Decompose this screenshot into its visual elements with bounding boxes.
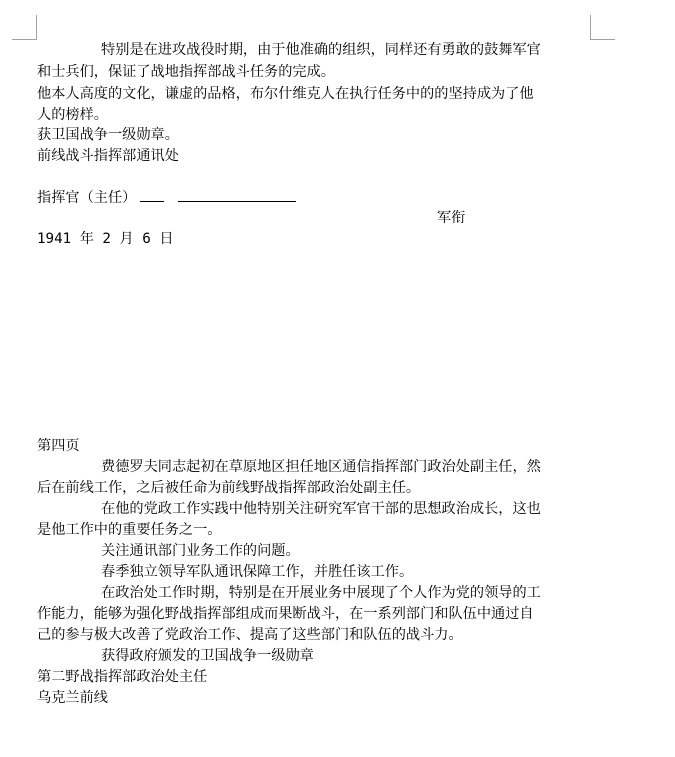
text-line: 特别是在进攻战役时期，由于他准确的组织，同样还有勇敢的鼓舞军官: [101, 42, 541, 58]
signature-blank-short: [140, 188, 164, 202]
date-line: 1941 年 2 月 6 日: [37, 231, 174, 247]
text-line: 关注通讯部门业务工作的问题。: [101, 543, 300, 559]
page-corner-mark-left: [12, 15, 37, 40]
text-line: 作能力，能够为强化野战指挥部组成而果断战斗，在一系列部门和队伍中通过自: [37, 606, 534, 622]
text-line: 人的榜样。: [37, 107, 108, 123]
text-line: 己的参与极大改善了党政治工作、提高了这些部门和队伍的战斗力。: [37, 627, 463, 643]
award-line: 获得政府颁发的卫国战争一级勋章: [101, 648, 314, 664]
text-line: 春季独立领导军队通讯保障工作，并胜任该工作。: [101, 564, 414, 580]
award-line: 获卫国战争一级勋章。: [37, 127, 179, 143]
rank-label: 军衔: [437, 210, 466, 226]
page-number-label: 第四页: [37, 438, 80, 454]
text-line: 他本人高度的文化，谦虚的品格，布尔什维克人在执行任务中的的坚持成为了他: [37, 86, 534, 102]
signature-label: 指挥官（主任）: [37, 190, 137, 206]
position-line: 第二野战指挥部政治处主任: [37, 669, 208, 685]
signature-blank-long: [178, 188, 296, 202]
text-line: 在他的党政工作实践中他特别关注研究军官干部的思想政治成长，这也: [101, 501, 541, 517]
text-line: 后在前线工作，之后被任命为前线野战指挥部政治处副主任。: [37, 480, 421, 496]
front-line: 乌克兰前线: [37, 690, 108, 706]
text-line: 和士兵们，保证了战地指挥部战斗任务的完成。: [37, 64, 335, 80]
text-line: 费德罗夫同志起初在草原地区担任地区通信指挥部门政治处副主任，然: [101, 459, 541, 475]
page-corner-mark-right: [590, 15, 615, 40]
signature-line: [37, 188, 597, 209]
text-line: 是他工作中的重要任务之一。: [37, 522, 222, 538]
text-line: 在政治处工作时期，特别是在开展业务中展现了个人作为党的领导的工: [101, 585, 541, 601]
department-line: 前线战斗指挥部通讯处: [37, 148, 179, 164]
